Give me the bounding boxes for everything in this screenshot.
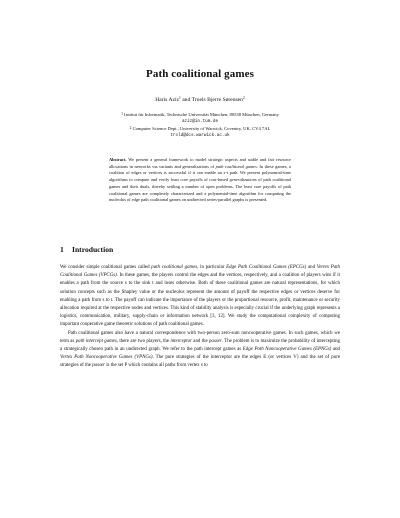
paper-title: Path coalitional games [146,68,254,80]
section-number: 1 [60,245,64,254]
affiliation-mark: 1 [121,112,123,116]
abstract-emphasis: t [226,170,228,176]
paragraph-text: Path coalitional games also have a natural correspondence with two-person zero-sum noncooperative games. In such games, which we term as [60,330,340,344]
paragraph-text: is the set P which contains all paths from vertex s to [104,363,208,369]
affiliation-email: aziz@in.tum.de [181,118,219,124]
affiliation-text: Computer Science Dept., University of Warwick, Coventry, UK, CV4 7AL [132,126,271,131]
paragraph-emphasis: path intercept games [75,338,117,344]
paragraph-emphasis: Edge Path Noncooperative Games (EPNGs) [242,347,332,353]
paragraph-text: and [306,265,317,270]
abstract-text: of path coalitional games and their duals, thereby settling a number of open problems. The least core payoffs of path coalitional games are completely characterized and a polynomial-time algorithm for computing the nucleolus of edge path coalitional games on undirected series-parallel graphs is presented. [109,177,291,203]
abstract-text: - [225,170,227,176]
abstract-text: We present a general framework to model strategic aspects and stable and fair resource allocations in networks via variants and generalizations of [109,157,291,169]
abstract-emphasis: path coalitional games [215,163,257,169]
paragraph [60,330,340,371]
paragraph-emphasis: Vertex Path Noncooperative Games (VPNGs) [60,355,153,361]
paragraph-text: and [331,347,340,353]
paragraph-emphasis: path coalitional games [151,265,198,270]
paragraph [60,264,340,330]
author-conjunction: and [182,97,191,103]
affiliation [0,126,400,139]
paragraph-emphasis: Vertex Path Coalitional Games (VPCGs) [60,265,340,279]
paragraph-text: . The pure strategies of the interceptor are the edges E (or vertices V) and the set of pure strategies of the [60,355,340,369]
author-name: Haris Aziz [155,97,179,103]
paragraph-text: . In these games, the players control the edges and the vertices, respectively, and a coalition of players wins if it enables a path from the source s to the sink t and loses otherwise. Both of these coalitional games are natural representations, for which solution concepts such as the Shapley value or the nucleolus represent the amount of payoff the respective edges or vertices deserve for enabling a path from s to t. The payoff can indicate the importance of the players or the proportional resource, profit, maintenance or security allocation required at the respective nodes and vertices. This kind of stability analysis is especially crucial if the underlying graph represents a logistics, communication, military, supply-chain or information network [3, 12]. We study the computational complexity of computing important cooperative game theoretic solutions of path coalitional games. [60,273,340,328]
affiliation-text: Institut für Informatik, Technische Universität München, 80538 München, Germany [124,112,279,117]
abstract-label: Abstract. [109,157,127,162]
section-title: Introduction [72,245,114,254]
affiliation-email: trold@dcs.warwick.ac.uk [170,132,230,138]
paragraph-emphasis: Edge Path Coalitional Games (EPCGs) [226,265,307,270]
paragraph-text: We consider simple coalitional games called [60,265,152,270]
author-name: Troels Bjerre Sørensen [191,97,243,103]
abstract-emphasis: s [223,170,226,176]
affiliation-mark: 2 [129,126,132,130]
abstract-text: path. We present polynomial-time algorithms to compute and verify least core payoffs of [109,170,291,183]
paragraph-emphasis: passer [208,338,222,344]
author-mark: 1 [179,96,181,100]
author-line [0,97,400,103]
paragraph-text: . The problem is to maximize the probability of intercepting a strategically chosen path in an undirected graph. We refer to the path intercept games as [60,338,340,353]
author-mark: 2 [242,96,245,100]
abstract-emphasis: cost-based generalizations [209,177,257,183]
body-text [60,264,340,371]
abstract [109,157,291,204]
section-heading [60,245,340,254]
paragraph-text: , there are two players, the [116,338,171,344]
abstract-text: . In these games, a coalition of edges or vertices is successful if it can enable an [109,163,291,176]
paragraph-text: and the [191,338,209,344]
paragraph-text: , in particular [197,265,227,270]
affiliation [0,112,400,125]
paragraph-emphasis: interceptor [170,338,192,344]
paragraph-emphasis: passer [92,363,105,369]
